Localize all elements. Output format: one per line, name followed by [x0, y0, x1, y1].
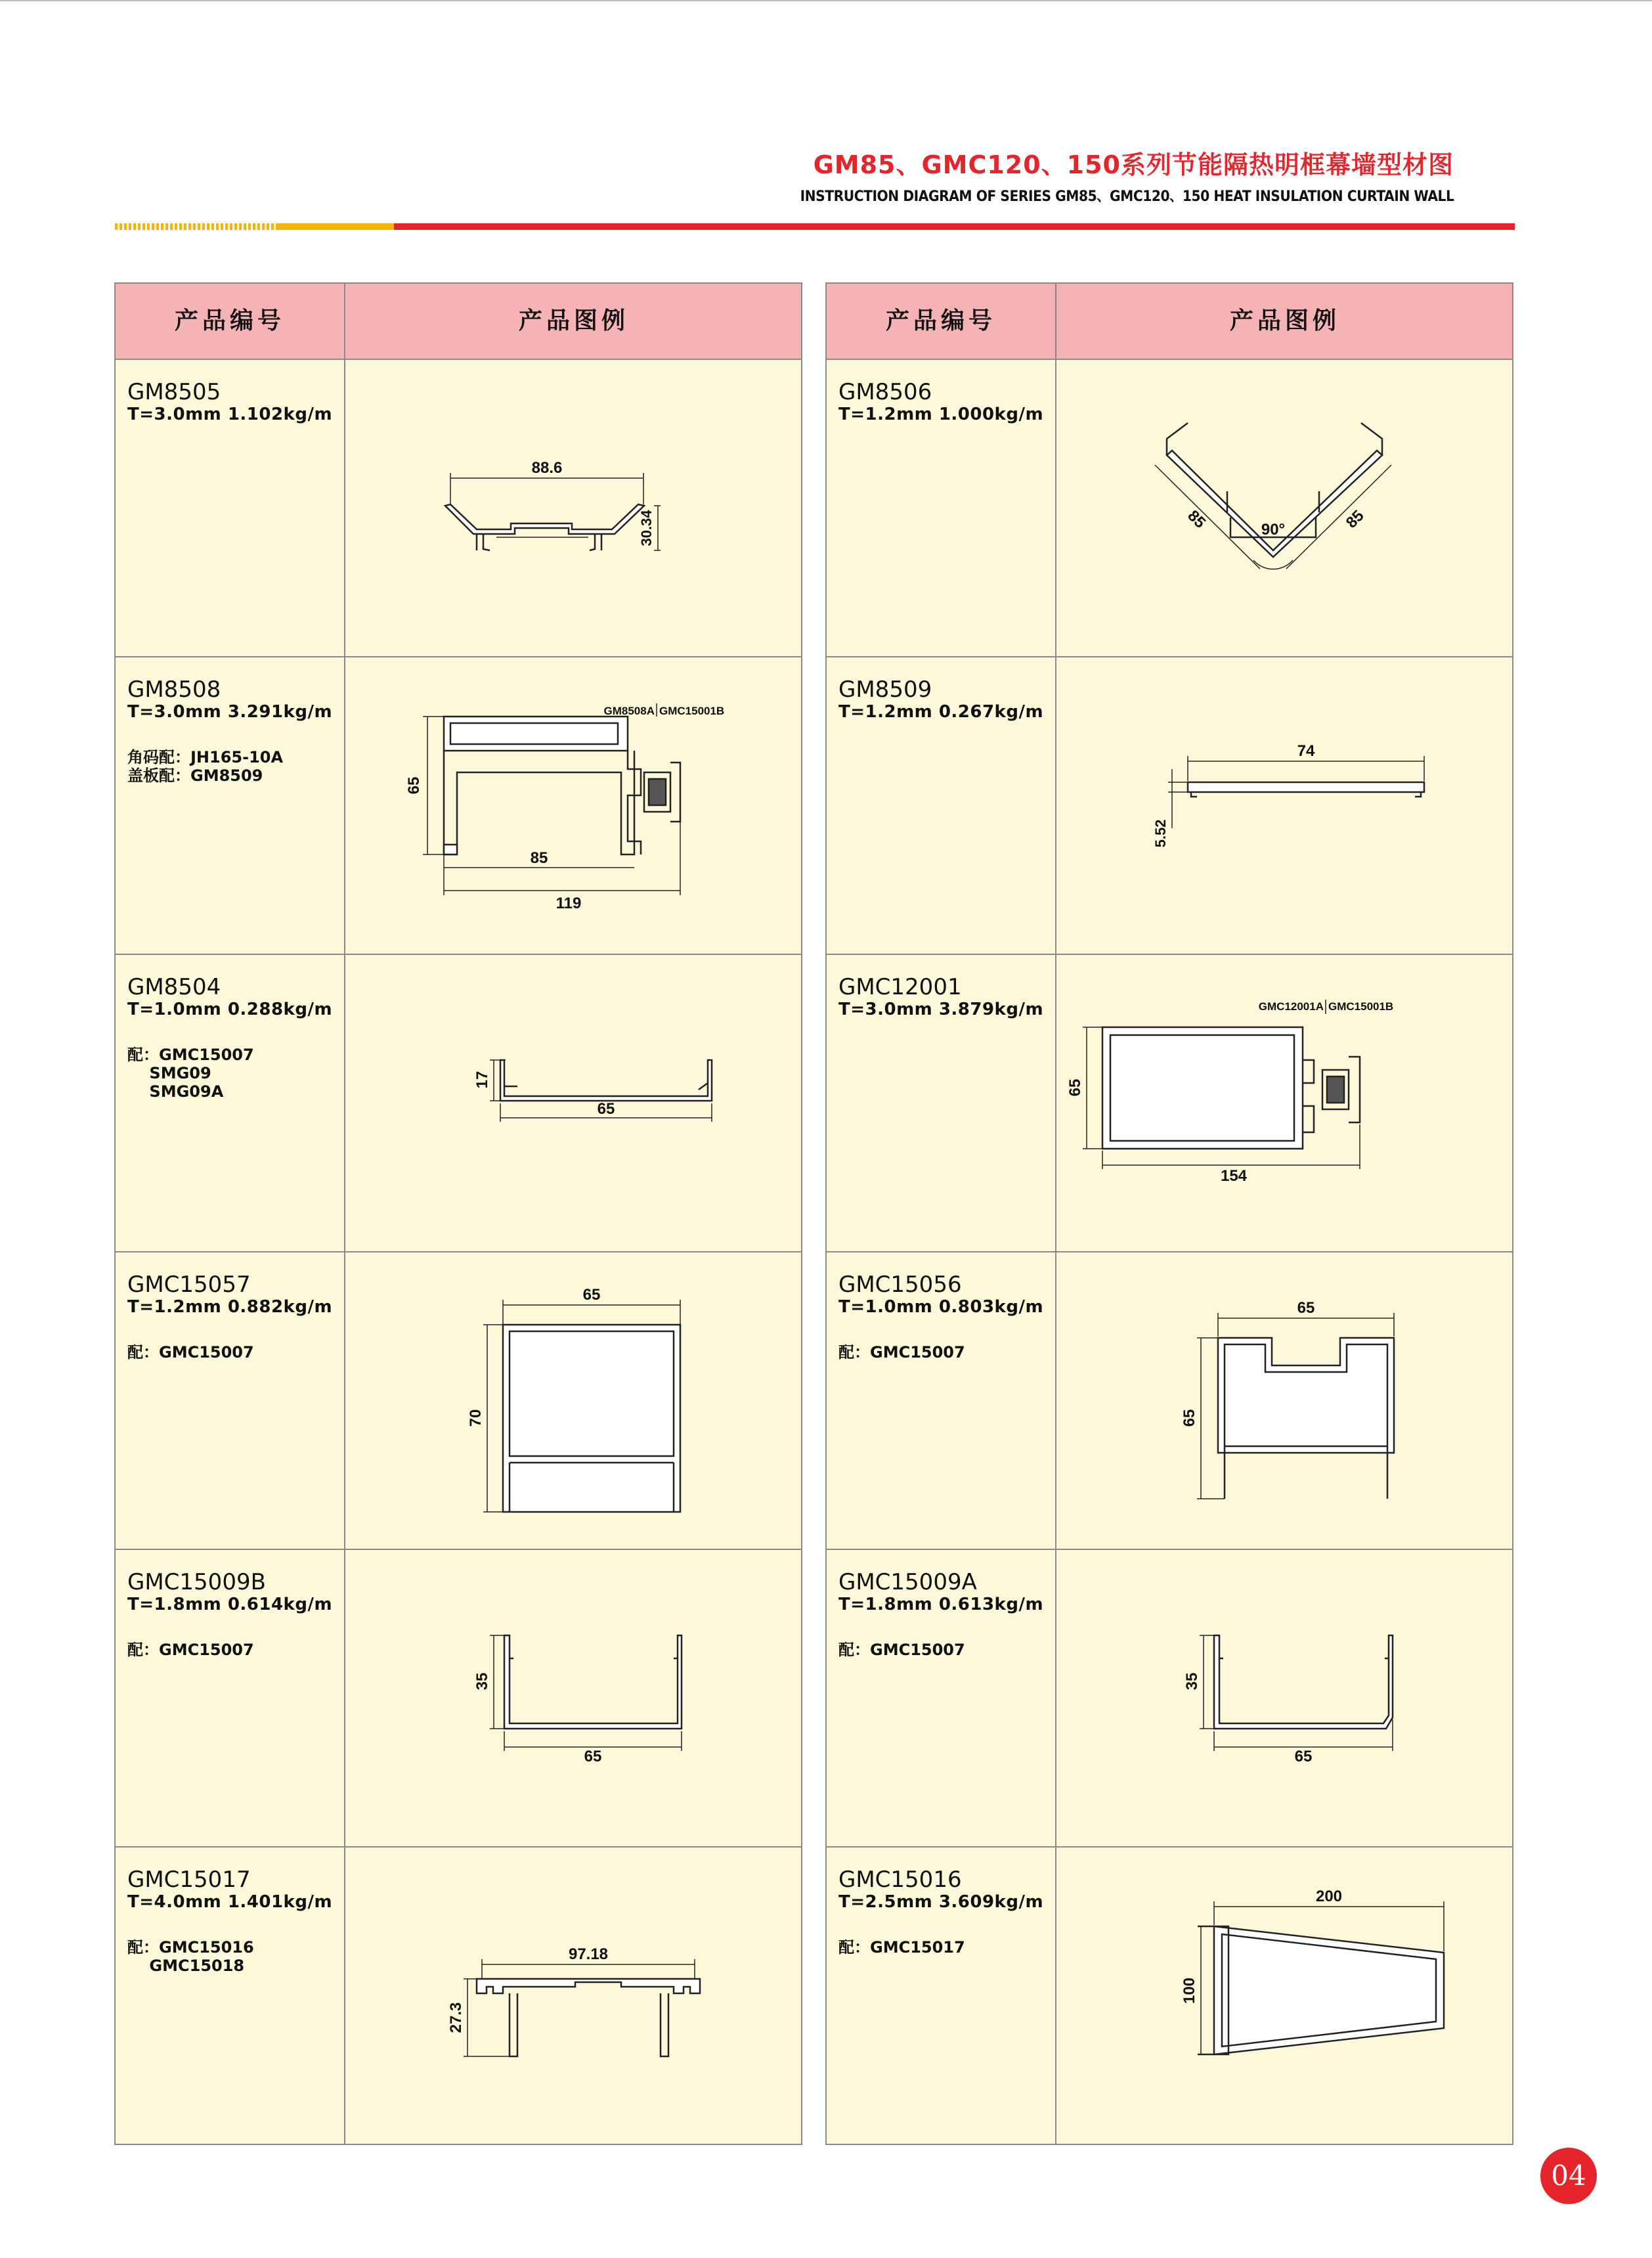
- header-bar-red: [394, 223, 1515, 230]
- header-figure: 产品图例: [1229, 307, 1340, 334]
- product-spec: T=3.0mm 1.102kg/m: [127, 405, 333, 424]
- svg-text:65: 65: [597, 1100, 615, 1118]
- svg-text:35: 35: [473, 1672, 491, 1691]
- profile-diagram: [1056, 1848, 1513, 2144]
- svg-text:65: 65: [1294, 1748, 1313, 1765]
- svg-text:17: 17: [473, 1071, 491, 1089]
- page-subtitle: INSTRUCTION DIAGRAM OF SERIES GM85、GMC120、150 HEAT INSULATION CURTAIN WALL: [800, 188, 1454, 205]
- dim-label: 88.6: [531, 459, 563, 477]
- product-code: GMC15009B: [127, 1569, 266, 1595]
- product-note: 配：GMC15007: [838, 1641, 965, 1659]
- profile-diagram: [1056, 955, 1513, 1251]
- header-bar-yellow: [276, 223, 394, 230]
- header-figure: 产品图例: [518, 307, 629, 334]
- profile-diagram: [345, 1252, 802, 1549]
- product-spec: T=3.0mm 3.291kg/m: [127, 702, 333, 722]
- product-spec: T=2.5mm 3.609kg/m: [838, 1892, 1044, 1912]
- svg-text:GMC15001B: GMC15001B: [659, 705, 725, 717]
- svg-text:5.52: 5.52: [1152, 819, 1169, 848]
- table-header: [827, 284, 1512, 360]
- product-code: GM8508: [127, 676, 221, 703]
- svg-text:85: 85: [1342, 506, 1368, 532]
- product-spec: T=3.0mm 3.879kg/m: [838, 1000, 1044, 1019]
- svg-text:85: 85: [530, 849, 548, 867]
- svg-text:35: 35: [1183, 1672, 1201, 1691]
- product-spec: T=1.2mm 0.882kg/m: [127, 1297, 333, 1317]
- table-row: [116, 1848, 801, 2145]
- product-note: 配：GMC15007: [838, 1343, 965, 1361]
- page-number: 04: [1540, 2148, 1597, 2204]
- product-code: GMC15016: [838, 1867, 962, 1893]
- profile-diagram: [1056, 360, 1513, 656]
- profile-diagram: [345, 657, 802, 954]
- table-row: [116, 1252, 801, 1550]
- product-code: GM8506: [838, 379, 932, 405]
- svg-text:65: 65: [1181, 1409, 1198, 1427]
- product-note: 配：GMC15007 SMG09 SMG09A: [127, 1046, 254, 1101]
- table-row: [116, 955, 801, 1252]
- svg-text:GMC12001A: GMC12001A: [1258, 1000, 1324, 1013]
- svg-text:27.3: 27.3: [447, 2002, 465, 2033]
- profile-diagram: [345, 1848, 802, 2144]
- profile-diagram: [1056, 657, 1513, 954]
- product-code: GMC15057: [127, 1272, 251, 1298]
- page-title: GM85、GMC120、150系列节能隔热明框幕墙型材图: [813, 150, 1454, 179]
- table-header: [116, 284, 801, 360]
- svg-text:65: 65: [1066, 1078, 1084, 1097]
- header-code: 产品编号: [885, 307, 996, 334]
- svg-text:200: 200: [1315, 1888, 1343, 1905]
- svg-text:65: 65: [1297, 1299, 1315, 1317]
- table-row: [827, 1550, 1512, 1848]
- table-row: [116, 657, 801, 955]
- svg-text:90°: 90°: [1261, 521, 1286, 539]
- product-spec: T=1.2mm 0.267kg/m: [838, 702, 1044, 722]
- profile-diagram: [345, 955, 802, 1251]
- profile-diagram: [345, 360, 802, 656]
- svg-text:85: 85: [1184, 506, 1209, 532]
- product-note: 角码配：JH165-10A 盖板配：GM8509: [127, 748, 284, 785]
- product-table-left: [114, 282, 802, 2145]
- product-spec: T=1.0mm 0.288kg/m: [127, 1000, 333, 1019]
- table-row: [827, 360, 1512, 657]
- product-note: 配：GMC15007: [127, 1343, 254, 1361]
- product-spec: T=1.2mm 1.000kg/m: [838, 405, 1044, 424]
- top-rule: [0, 0, 1652, 1]
- table-row: [827, 955, 1512, 1252]
- product-spec: T=1.0mm 0.803kg/m: [838, 1297, 1044, 1317]
- product-table-right: [825, 282, 1513, 2145]
- svg-text:97.18: 97.18: [568, 1945, 609, 1963]
- header-code: 产品编号: [174, 307, 285, 334]
- product-code: GM8504: [127, 974, 221, 1000]
- svg-text:65: 65: [582, 1286, 601, 1304]
- profile-diagram: [1056, 1252, 1513, 1549]
- profile-diagram: [1056, 1550, 1513, 1846]
- product-code: GMC15056: [838, 1272, 962, 1298]
- table-row: [827, 657, 1512, 955]
- product-code: GMC15009A: [838, 1569, 977, 1595]
- product-code: GM8509: [838, 676, 932, 703]
- table-row: [116, 360, 801, 657]
- table-row: [827, 1252, 1512, 1550]
- product-code: GMC12001: [838, 974, 962, 1000]
- svg-text:100: 100: [1181, 1977, 1198, 2004]
- product-spec: T=1.8mm 0.613kg/m: [838, 1595, 1044, 1614]
- svg-text:70: 70: [467, 1409, 485, 1427]
- dim-label: 30.34: [638, 510, 655, 546]
- table-row: [116, 1550, 801, 1848]
- svg-text:65: 65: [405, 776, 423, 795]
- svg-text:GMC15001B: GMC15001B: [1328, 1000, 1394, 1013]
- table-row: [827, 1848, 1512, 2145]
- product-code: GM8505: [127, 379, 221, 405]
- svg-text:65: 65: [584, 1748, 602, 1765]
- svg-text:154: 154: [1220, 1167, 1248, 1185]
- product-spec: T=4.0mm 1.401kg/m: [127, 1892, 333, 1912]
- product-note: 配：GMC15017: [838, 1938, 965, 1957]
- product-note: 配：GMC15007: [127, 1641, 254, 1659]
- product-spec: T=1.8mm 0.614kg/m: [127, 1595, 333, 1614]
- product-code: GMC15017: [127, 1867, 251, 1893]
- profile-diagram: [345, 1550, 802, 1846]
- svg-text:119: 119: [555, 895, 582, 912]
- svg-text:74: 74: [1297, 742, 1315, 760]
- product-note: 配：GMC15016 GMC15018: [127, 1938, 254, 1975]
- svg-text:GM8508A: GM8508A: [603, 705, 655, 717]
